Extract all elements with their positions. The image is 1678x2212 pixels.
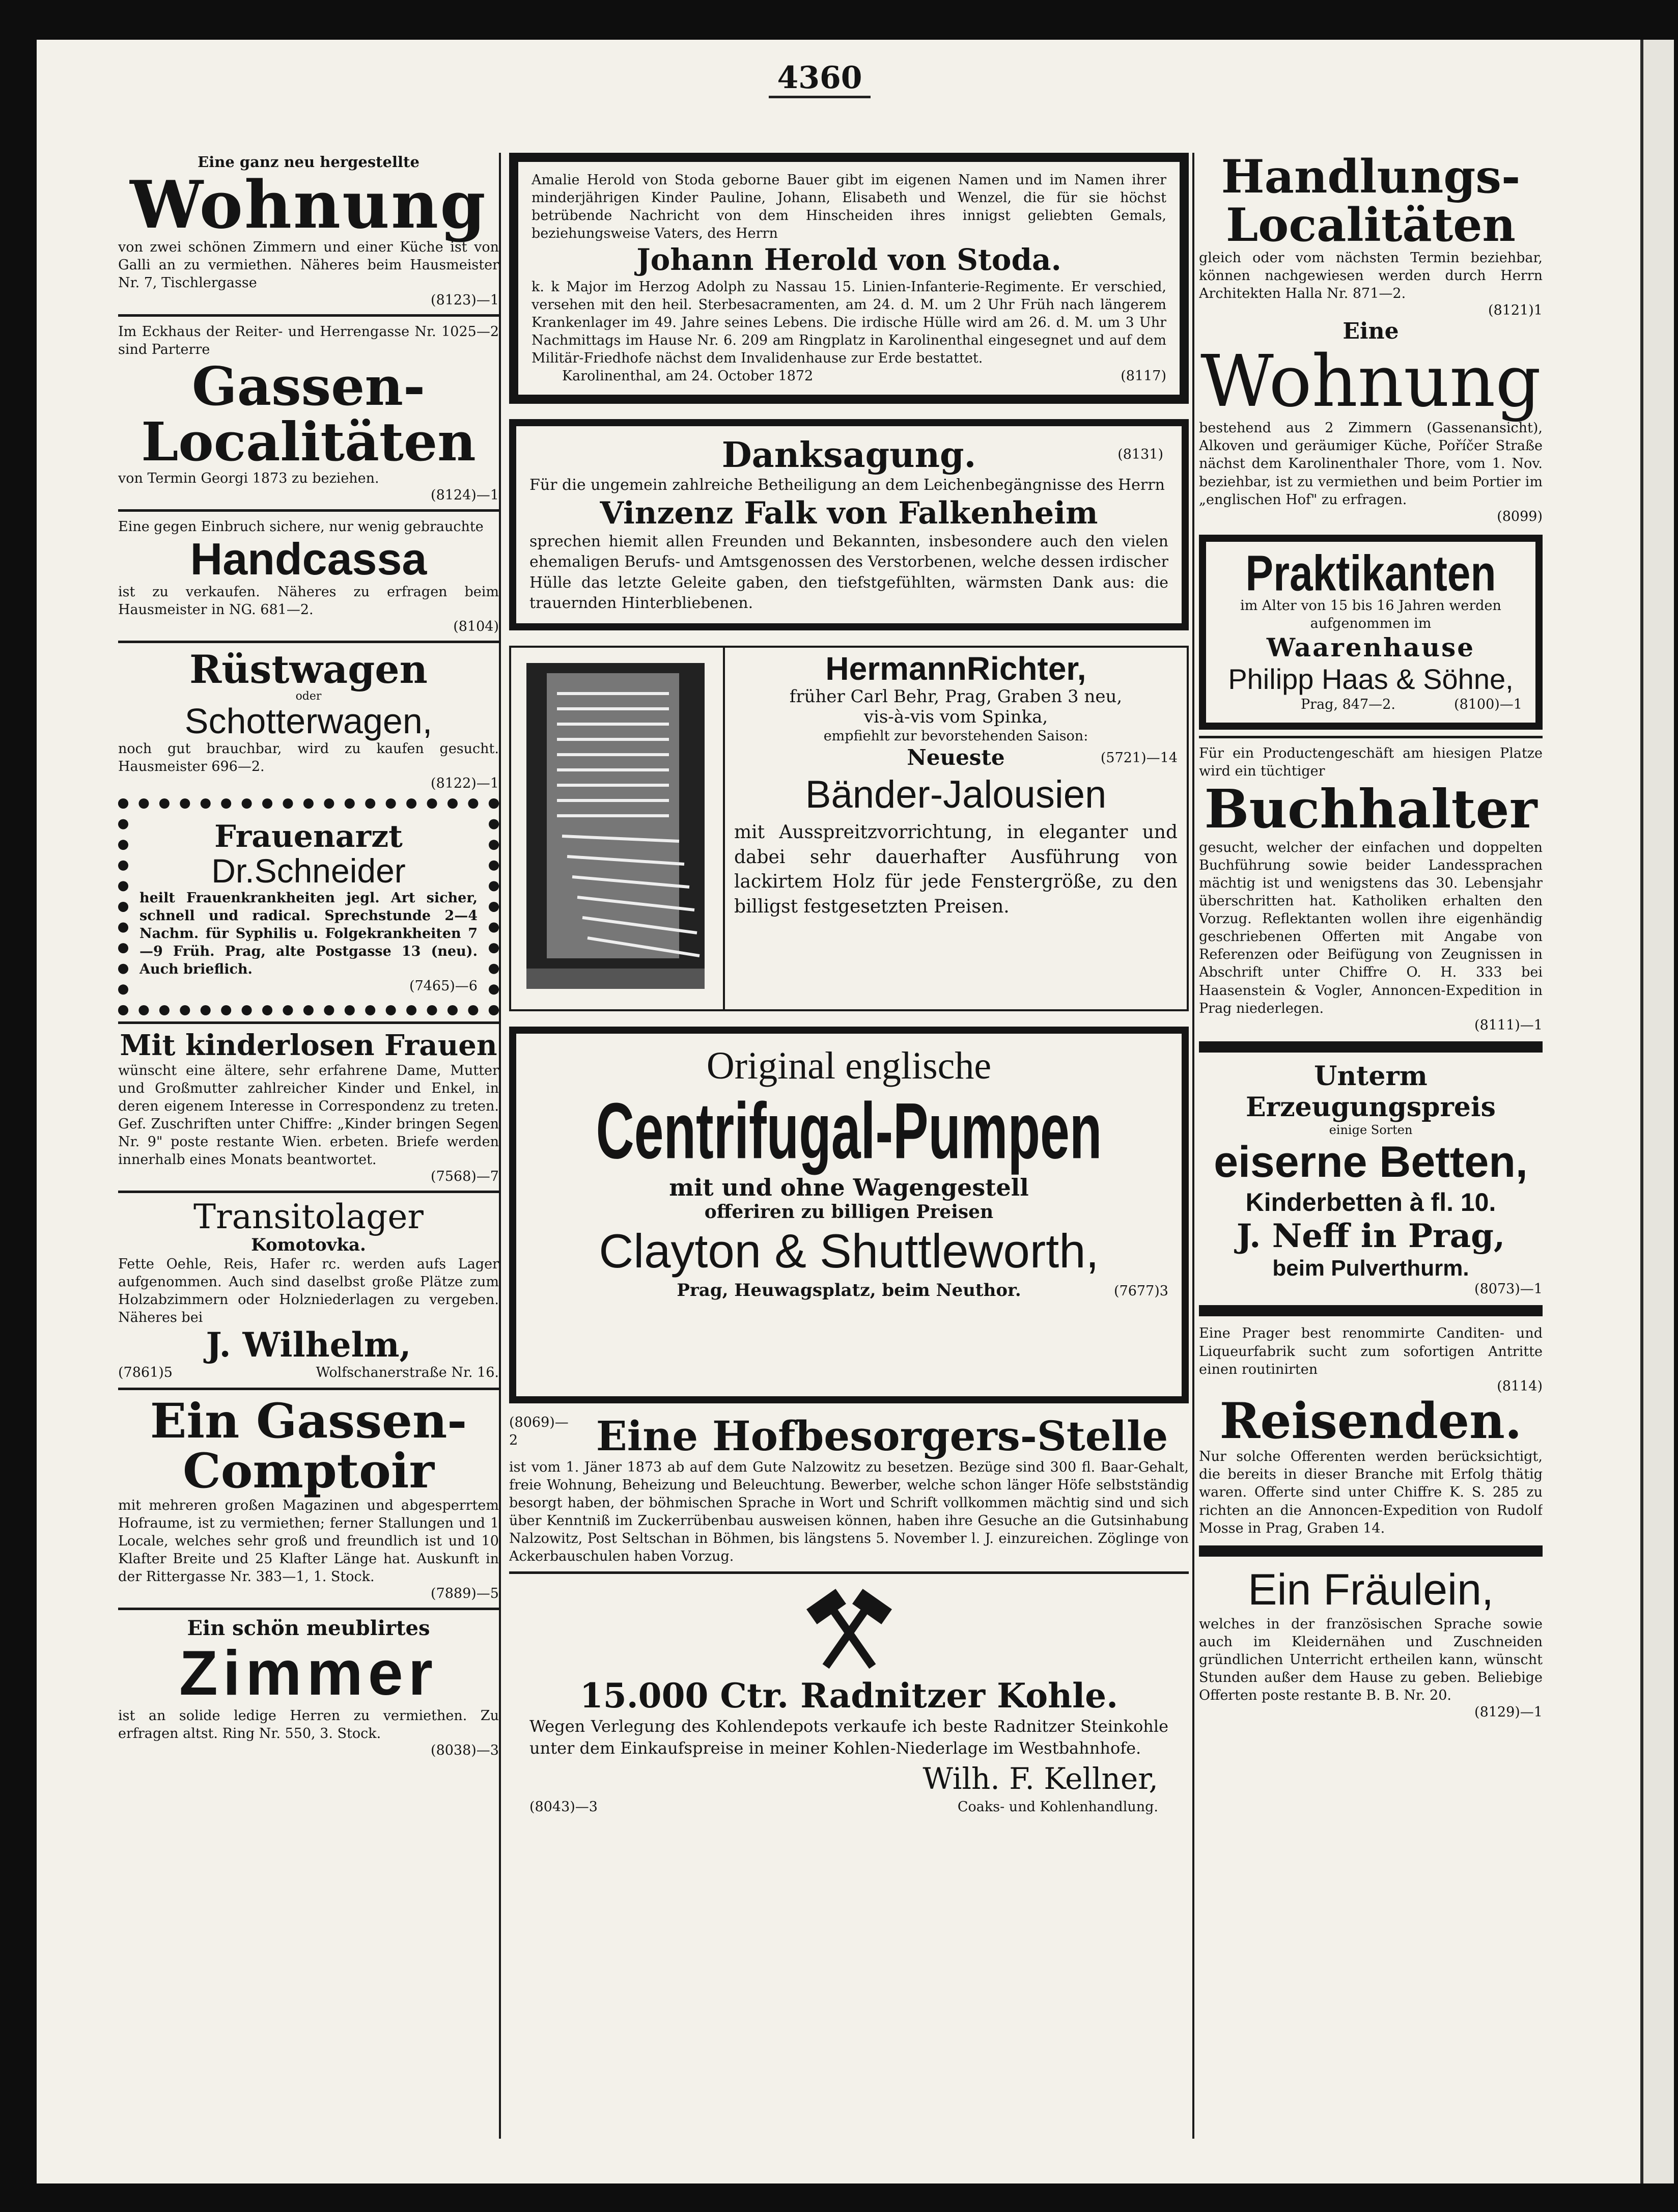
betten-address: beim Pulverthurm. — [1272, 1256, 1469, 1281]
divider — [509, 1571, 1189, 1574]
ad-reisenden — [1199, 1324, 1543, 1537]
ad-rustwagen — [118, 649, 499, 791]
fraulein-body: welches in der französischen Sprache sowie auch im Kleidernähen und Zuschneiden gründlichen Unterricht ertheilen kann, wünscht Stunden außer dem Hause zu geben. Beliebige Offerten poste restante B. B. Nr. 20. — [1199, 1616, 1543, 1704]
divider — [118, 1191, 499, 1193]
gassen-body: von Termin Georgi 1873 zu beziehen. — [118, 471, 379, 487]
richter-code: (5721)—14 — [1100, 750, 1178, 766]
herold-code: (8117) — [1121, 368, 1166, 384]
betten-line-2: Kinderbetten à fl. 10. — [1245, 1187, 1496, 1216]
dank-code: (8131) — [1117, 446, 1163, 462]
handcassa-body: ist zu verkaufen. Näheres zu erfragen beim Hausmeister in NG. 681—2. — [118, 584, 499, 618]
middle-column — [509, 153, 1189, 1816]
richter-product: Bänder-Jalousien — [805, 773, 1107, 817]
ad-wohnung-2 — [1199, 318, 1543, 524]
ad-handlungs-localitaeten — [1199, 153, 1543, 318]
praktikanten-firm: Philipp Haas & Söhne, — [1228, 663, 1514, 696]
pumpen-line-3: offeriren zu billigen Preisen — [704, 1201, 994, 1223]
column-rule-right — [1192, 153, 1194, 2139]
wohnung-headline: Wohnung — [130, 167, 487, 243]
divider-bar — [1199, 1041, 1543, 1053]
betten-sub: einige Sorten — [1329, 1122, 1413, 1137]
gassen-headline-2: Localitäten — [141, 410, 476, 473]
betten-headline: eiserne Betten, — [1214, 1137, 1528, 1186]
right-column — [1199, 153, 1543, 1720]
divider-bar — [1199, 1305, 1543, 1316]
reisenden-headline: Reisenden. — [1219, 1392, 1522, 1450]
divider — [1199, 736, 1543, 738]
dank-text-1: Für die ungemein zahlreiche Betheiligung an dem Leichenbegängnisse des Herrn — [529, 476, 1165, 494]
handlung-headline-2: Localitäten — [1226, 198, 1516, 252]
comptoir-headline-1: Ein Gassen- — [150, 1396, 467, 1449]
comptoir-code: (7889)—5 — [431, 1586, 499, 1602]
zimmer-code: (8038)—3 — [431, 1742, 499, 1758]
handcassa-code: (8104) — [453, 618, 499, 634]
transitolager-name: J. Wilhelm, — [206, 1324, 411, 1365]
ad-praktikanten — [1199, 535, 1543, 730]
frauenarzt-name: Dr.Schneider — [211, 852, 406, 890]
pumpen-code: (7677)3 — [1114, 1283, 1168, 1299]
kohle-sub: Coaks- und Kohlenhandlung. — [957, 1799, 1158, 1815]
wohnung-body: von zwei schönen Zimmern und einer Küche ist von Galli an zu vermiethen. Näheres beim Hausmeister Nr. 7, Tischlergasse — [118, 239, 499, 291]
buchhalter-code: (8111)—1 — [1474, 1017, 1543, 1033]
fraulein-code: (8129)—1 — [1474, 1704, 1543, 1721]
herold-text-2: k. k Major im Herzog Adolph zu Nassau 15. Linien-Infanterie-Regimente. Er verschied, versehen mit den heil. Sterbesacramenten, am 24. d. M. um 2 Uhr Früh nach längerem Krankenlager im 49. Jahre seines Lebens. Die irdische Hülle wird am 26. d. M. um 3 Uhr Nachmittags im Hause Nr. 6. 209 am Ringplatz in Karolinenthal eingesegnet und auf dem Militär-Friedhofe nächst dem Invalidenhause zur Erde bestattet. — [532, 279, 1166, 367]
divider — [118, 1388, 499, 1390]
herold-place: Karolinenthal, am 24. October 1872 — [562, 368, 814, 384]
ad-transitolager — [118, 1199, 499, 1381]
comptoir-body: mit mehreren großen Magazinen und abgesperrtem Hofraume, ist zu vermiethen; ferner Stallungen und 1 Locale, welches sehr groß und freundlich ist und 10 Klafter Breite und 25 Klafter Länge hat. Auskunft in der Rittergasse Nr. 383—1, 1. Stock. — [118, 1497, 499, 1585]
praktikanten-body: im Alter von 15 bis 16 Jahren werden aufgenommen im — [1240, 597, 1501, 632]
wohnung2-headline: Wohnung — [1200, 340, 1541, 424]
gassen-headline-1: Gassen- — [191, 354, 426, 418]
rustwagen-body: noch gut brauchbar, wird zu kaufen gesucht. Hausmeister 696—2. — [118, 741, 499, 775]
ad-radnitzer-kohle — [509, 1580, 1189, 1816]
ad-danksagung — [509, 419, 1189, 630]
ad-zimmer — [118, 1616, 499, 1758]
handlung-body: gleich oder vom nächsten Termin beziehbar, können nachgewiesen werden durch Herrn Architekten Halla Nr. 871—2. — [1199, 250, 1543, 302]
gassen-code: (8124)—1 — [431, 487, 499, 504]
ad-handcassa — [118, 518, 499, 634]
page-number: 4360 — [743, 60, 896, 98]
adjacent-page-edge — [1640, 40, 1674, 2183]
column-rule-left — [499, 153, 501, 2139]
wohnung-intro: Eine ganz neu hergestellte — [198, 153, 420, 171]
rustwagen-headline: Rüstwagen — [189, 649, 428, 692]
richter-line-1: früher Carl Behr, Prag, Graben 3 neu, — [789, 686, 1123, 707]
handlung-code: (8121)1 — [1488, 302, 1543, 319]
praktikanten-address: Prag, 847—2. — [1301, 697, 1395, 713]
pumpen-line-1: Original englische — [706, 1044, 992, 1087]
pumpen-firm: Clayton & Shuttleworth, — [599, 1224, 1099, 1278]
pumpen-line-2: mit und ohne Wagengestell — [669, 1174, 1029, 1202]
frauen-body: wünscht eine ältere, sehr erfahrene Dame, Mutter und Großmutter zahlreicher Kinder und Enkel, in deren eigenem Interesse in Correspondenz zu treten. Gef. Zuschriften unter Chiffre: „Kinder bringen Segen Nr. 9" poste restante Wien. erbeten. Briefe werden innerhalb eines Monats beantwortet. — [118, 1062, 499, 1168]
hofbesorger-headline: Eine Hofbesorgers-Stelle — [596, 1413, 1168, 1460]
rustwagen-code: (8122)—1 — [431, 776, 499, 792]
ad-frauenarzt — [118, 798, 499, 1015]
handlung-headline-1: Handlungs- — [1221, 153, 1521, 204]
praktikanten-headline: Praktikanten — [1245, 545, 1496, 601]
reisenden-intro: Eine Prager best renommirte Canditen- und Liqueurfabrik sucht zum sofortigen Antritte einen routinirten — [1199, 1325, 1543, 1377]
transitolager-headline: Transitolager — [193, 1199, 424, 1237]
wohnung2-intro: Eine — [1343, 318, 1399, 345]
zimmer-intro: Ein schön meublirtes — [187, 1616, 430, 1641]
handcassa-intro: Eine gegen Einbruch sichere, nur wenig gebrauchte — [118, 519, 484, 535]
frauen-code: (7568)—7 — [431, 1169, 499, 1185]
pumpen-headline: Centrifugal-Pumpen — [596, 1087, 1102, 1176]
jalousie-illustration — [511, 648, 725, 1009]
divider — [118, 1021, 499, 1024]
left-column — [118, 153, 499, 1758]
betten-code: (8073)—1 — [1474, 1281, 1543, 1297]
handcassa-headline: Handcassa — [190, 534, 427, 585]
betten-name: J. Neff in Prag, — [1236, 1216, 1505, 1255]
dank-name: Vinzenz Falk von Falkenheim — [600, 495, 1098, 531]
richter-name: HermannRichter, — [825, 650, 1086, 687]
herold-text-1: Amalie Herold von Stoda geborne Bauer gibt im eigenen Namen und im Namen ihrer minderjährigen Kinder Pauline, Johann, Elisabeth und Wenzel, die für sie höchst betrübende Nachricht von dem Hinscheiden ihres innigst geliebten Gemals, beziehungsweise Vaters, des Herrn — [532, 172, 1166, 242]
transitolager-addr: Wolfschanerstraße Nr. 16. — [316, 1364, 499, 1380]
betten-intro: Unterm Erzeugungspreis — [1246, 1060, 1496, 1123]
fraulein-headline: Ein Fräulein, — [1248, 1565, 1494, 1614]
divider — [118, 314, 499, 317]
frauenarzt-code: (7465)—6 — [409, 978, 478, 994]
transitolager-code: (7861)5 — [118, 1364, 173, 1380]
frauenarzt-title: Frauenarzt — [214, 819, 403, 855]
ad-gassen-comptoir — [118, 1396, 499, 1602]
kohle-body: Wegen Verlegung des Kohlendepots verkaufe ich beste Radnitzer Steinkohle unter dem Einkaufspreise in meiner Kohlen-Niederlage im Westbahnhofe. — [529, 1717, 1168, 1758]
gassen-intro: Im Eckhaus der Reiter- und Herrengasse Nr. 1025—2 sind Parterre — [118, 323, 499, 357]
ad-eiserne-betten — [1199, 1061, 1543, 1297]
frauen-headline: Mit kinderlosen Frauen — [120, 1030, 497, 1063]
crossed-hammers-icon — [798, 1587, 900, 1674]
divider — [118, 509, 499, 512]
buchhalter-headline: Buchhalter — [1204, 778, 1537, 841]
hofbesorger-code: (8069)—2 — [509, 1414, 569, 1448]
ad-herold-obituary — [509, 153, 1189, 404]
ad-hofbesorger — [509, 1414, 1189, 1566]
richter-line-2: vis-à-vis vom Spinka, — [863, 707, 1048, 728]
window-blind-image — [526, 663, 705, 989]
buchhalter-body: gesucht, welcher der einfachen und doppelten Buchführung sowie beider Landessprachen mächtig ist und wenigstens das 30. Lebensjahr überschritten hat. Katholiken erhalten den Vorzug. Reflektanten wollen ihre eigenhändig geschriebenen Offerten mit Angabe von Referenzen oder Beifügung von Zeugnissen in Abschrift unter Chiffre O. H. 333 bei Haasenstein & Vogler, Annoncen-Expedition in Prag niederlegen. — [1199, 839, 1543, 1016]
buchhalter-intro: Für ein Productengeschäft am hiesigen Platze wird ein tüchtiger — [1199, 745, 1543, 780]
divider-bar — [1199, 1545, 1543, 1557]
wohnung2-code: (8099) — [1497, 508, 1543, 524]
richter-line-3: empfiehlt zur bevorstehenden Saison: — [823, 728, 1088, 744]
reisenden-body: Nur solche Offerenten werden berücksichtigt, die bereits in dieser Branche mit Erfolg thätig waren. Offerte sind unter Chiffre K. S. 285 zu richten an die Annoncen-Expedition von Rudolf Mosse in Prag, Graben 14. — [1199, 1449, 1543, 1536]
dank-text-2: sprechen hiemit allen Freunden und Bekannten, insbesondere auch den vielen ehemaligen Berufs- und Amtsgenossen des Verstorbenen, welche dessen irdischer Hülle das letzte Geleite gaben, den tiefstgefühlten, wärmsten Dank aus: die trauernden Hinterbliebenen. — [529, 532, 1168, 613]
praktikanten-code: (8100)—1 — [1454, 697, 1522, 713]
praktikanten-store: Waarenhause — [1266, 632, 1475, 663]
ad-kinderlose-frauen — [118, 1030, 499, 1184]
reisenden-code: (8114) — [1497, 1378, 1543, 1394]
zimmer-body: ist an solide ledige Herren zu vermiethen. Zu erfragen altst. Ring Nr. 550, 3. Stock. — [118, 1707, 499, 1741]
richter-neueste: Neueste — [907, 745, 1005, 770]
kohle-headline: 15.000 Ctr. Radnitzer Kohle. — [579, 1676, 1118, 1716]
pumpen-address: Prag, Heuwagsplatz, beim Neuthor. — [677, 1280, 1021, 1301]
ad-buchhalter — [1199, 744, 1543, 1033]
ad-wohnung — [118, 153, 499, 308]
kohle-name: Wilh. F. Kellner, — [922, 1761, 1158, 1796]
ad-centrifugal-pumpen — [509, 1027, 1189, 1403]
ad-fraulein — [1199, 1565, 1543, 1720]
rustwagen-oder: oder — [295, 689, 322, 703]
ad-richter — [509, 646, 1189, 1011]
transitolager-sub: Komotovka. — [251, 1234, 366, 1255]
transitolager-body: Fette Oehle, Reis, Hafer rc. werden aufs Lager aufgenommen. Auch sind daselbst große Plätze zum Holzabzimmern oder Holzniederlagen zu vergeben. Näheres bei — [118, 1256, 499, 1325]
wohnung-code: (8123)—1 — [431, 292, 499, 308]
hofbesorger-body: ist vom 1. Jäner 1873 ab auf dem Gute Nalzowitz zu besetzen. Bezüge sind 300 fl. Baar-Gehalt, freie Wohnung, Beheizung und Beleuchtung. Bewerber, welche schon länger Höfe selbstständig besorgt haben, der böhmischen Sprache in Wort und Schrift vollkommen mächtig sind und sich über Kenntniß im Zuckerrübenbau ausweisen können, haben ihre Gesuche an die Gutsinhabung Nalzowitz, Post Seltschan in Böhmen, bis längstens 5. November l. J. einzureichen. Zöglinge von Ackerbauschulen haben Vorzug. — [509, 1459, 1189, 1565]
wohnung2-body: bestehend aus 2 Zimmern (Gassenansicht), Alkoven und geräumiger Küche, Poříčer Straße nächst dem Karolinenthaler Thore, vom 1. Nov. beziehbar, ist zu vermiethen und beim Portier im „englischen Hof" zu erfragen. — [1199, 420, 1543, 508]
zimmer-headline: Zimmer — [179, 1638, 438, 1709]
comptoir-headline-2: Comptoir — [182, 1443, 435, 1500]
dank-headline: Danksagung. — [721, 434, 976, 476]
ad-gassen-localitaeten — [118, 323, 499, 504]
rustwagen-headline-2: Schotterwagen, — [184, 701, 433, 741]
divider — [118, 641, 499, 643]
frauenarzt-body: heilt Frauenkrankheiten jegl. Art sicher, schnell und radical. Sprechstunde 2—4 Nachm. für Syphilis u. Folgekrankheiten 7—9 Früh. Prag, alte Postgasse 13 (neu). Auch brieflich. — [139, 890, 478, 977]
herold-name: Johann Herold von Stoda. — [636, 242, 1061, 278]
divider — [118, 1608, 499, 1610]
richter-body: mit Ausspreitzvorrichtung, in eleganter und dabei sehr dauerhafter Ausführung von lackirtem Holz für jede Fenstergröße, zu den billigst festgesetzten Preisen. — [734, 822, 1178, 917]
kohle-code: (8043)—3 — [529, 1799, 598, 1815]
